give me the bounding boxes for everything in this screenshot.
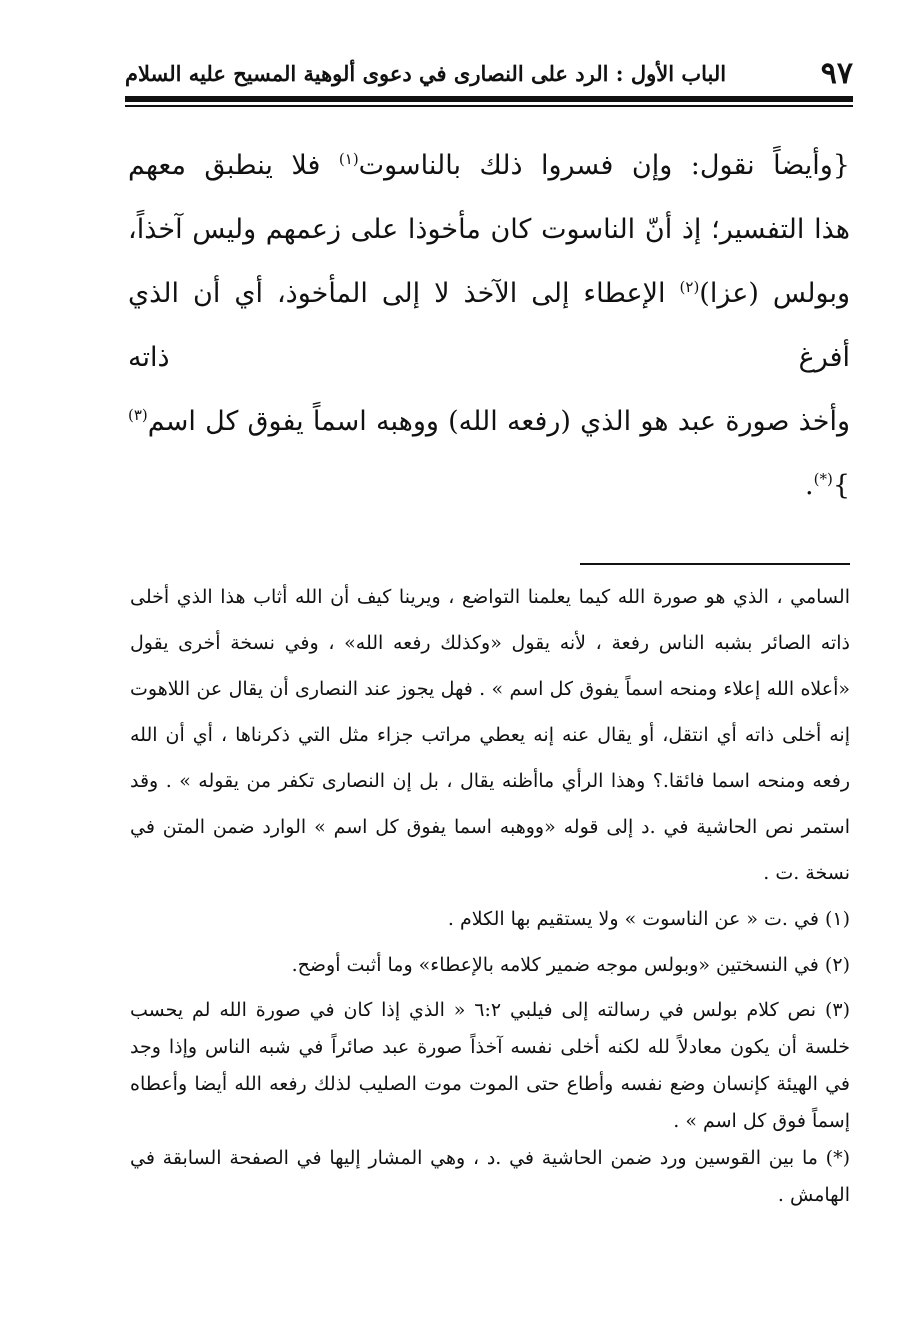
footnote-marker-3: (٣) xyxy=(128,406,148,424)
main-line-4 xyxy=(128,390,850,518)
main-line-4-part-c: . xyxy=(805,470,814,501)
footnote-separator xyxy=(580,563,850,565)
footnote-marker-2: (٢) xyxy=(679,278,700,296)
footnotes xyxy=(130,574,850,1214)
header-rule-thick xyxy=(125,96,853,102)
footnote-star: (*) ما بين القوسين ورد ضمن الحاشية في .د ، وهي المشار إليها في الصفحة السابقة في الهامش . xyxy=(130,1147,850,1206)
main-line-3-part-b: الإعطاء إلى الآخذ لا إلى المأخوذ، أي أن الذي أفرغ ذاته xyxy=(128,278,850,373)
footnote-continuation: السامي ، الذي هو صورة الله كيما يعلمنا التواضع ، ويرينا كيف أن الله أثاب هذا الذي أخلى ذاته الصائر بشبه الناس رفعة ، لأنه يقول «وكذلك رفعه الله» ، وفي نسخة أخرى يقول «أعلاه الله إعلاء ومنحه اسماً يفوق كل اسم » . فهل يجوز عند النصارى أن يقال عن اللاهوت إنه أخلى ذاته أي انتقل، أو يقال عنه إنه يعطي مراتب جزاء مثل التي ذكرناها ، أي أن الله رفعه ومنحه اسما فائقا.؟ وهذا الرأي ماأظنه يقال ، بل إن النصارى تكفر من يقوله » . وقد استمر نص الحاشية في .د إلى قوله «ووهبه اسما يفوق كل اسم » الوارد ضمن المتن في نسخة .ت . xyxy=(130,586,850,884)
footnote-3: (٣) نص كلام بولس في رسالته إلى فيلبي ٦:٢ « الذي إذا كان في صورة الله لم يحسب خلسة أن يكون معادلاً لله لكنه أخلى نفسه آخذاً صورة عبد صائراً في شبه الناس وإذا وجد في الهيئة كإنسان وضع نفسه وأطاع حتى الموت موت الصليب لذلك رفعه الله أيضا وأعطاه إسماً فوق كل اسم » . xyxy=(130,999,850,1132)
header-rule-thin xyxy=(125,105,853,107)
running-title: الباب الأول : الرد على النصارى في دعوى ألوهية المسيح عليه السلام xyxy=(125,61,727,86)
main-line-1 xyxy=(128,134,850,198)
page-header xyxy=(125,52,853,96)
footnote-marker-1: (١) xyxy=(338,150,359,168)
main-line-2: هذا التفسير؛ إذ أنّ الناسوت كان مأخوذا على زعمهم وليس آخذاً، xyxy=(128,214,850,245)
main-line-1-part-a: {وأيضاً نقول: وإن فسروا ذلك بالناسوت xyxy=(358,150,850,181)
main-text xyxy=(128,134,850,518)
page-number: ٩٧ xyxy=(820,56,853,91)
footnote-1: (١) في .ت « عن الناسوت » ولا يستقيم بها الكلام . xyxy=(447,908,850,930)
main-line-4-part-a: وأخذ صورة عبد هو الذي (رفعه الله) ووهبه اسماً يفوق كل اسم xyxy=(147,406,850,437)
footnote-2: (٢) في النسختين «وبولس موجه ضمير كلامه بالإعطاء» وما أثبت أوضح. xyxy=(291,954,850,976)
main-line-3-part-a: وبولس (عزا) xyxy=(699,278,851,309)
main-line-4-part-b: } xyxy=(832,470,850,501)
main-line-1-part-b: فلا ينطبق معهم xyxy=(128,150,339,181)
footnote-marker-star: (*) xyxy=(813,470,833,488)
main-line-3 xyxy=(128,262,850,390)
